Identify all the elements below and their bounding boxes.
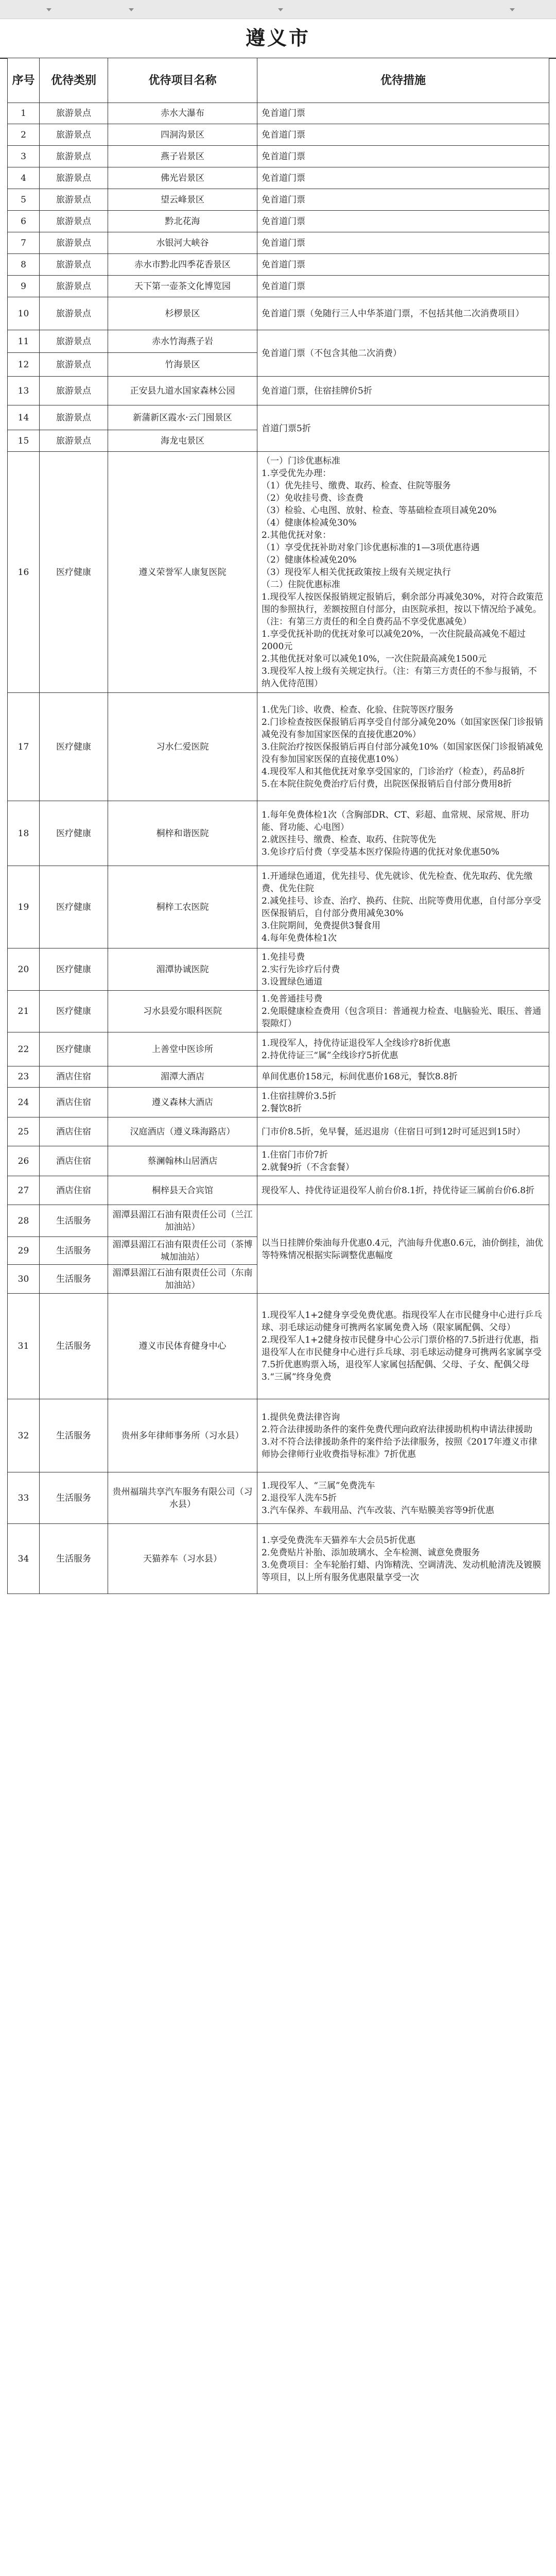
row-number: 19 bbox=[8, 866, 40, 948]
row-measures: 免首道门票 bbox=[257, 211, 549, 232]
row-number: 18 bbox=[8, 801, 40, 866]
row-name: 湄潭协诚医院 bbox=[108, 948, 257, 991]
row-number: 4 bbox=[8, 167, 40, 189]
row-name: 遵义森林大酒店 bbox=[108, 1088, 257, 1117]
row-number: 30 bbox=[8, 1265, 40, 1294]
row-measures: 1.免普通挂号费 2.免眼健康检查费用（包含项目：普通视力检查、电脑验光、眼压、普通裂隙灯） bbox=[257, 991, 549, 1032]
row-number: 24 bbox=[8, 1088, 40, 1117]
table-row bbox=[8, 991, 549, 1032]
row-number: 31 bbox=[8, 1294, 40, 1399]
row-name: 竹海景区 bbox=[108, 353, 257, 377]
row-category: 旅游景点 bbox=[40, 377, 108, 405]
row-name: 燕子岩景区 bbox=[108, 146, 257, 167]
row-measures: 1.提供免费法律咨询 2.符合法律援助条件的案件免费代理向政府法律援助机构申请法律援助 3.对不符合法律援助条件的案件给予法律服务，按照《2017年遵义市律师协会律师行业收费指导标准》7折优惠 bbox=[257, 1399, 549, 1472]
table-row bbox=[8, 1176, 549, 1205]
table-row bbox=[8, 693, 549, 801]
row-measures: 免首道门票（免随行三人中华茶道门票，不包括其他二次消费项目） bbox=[257, 297, 549, 330]
row-category: 医疗健康 bbox=[40, 452, 108, 693]
table-row bbox=[8, 1088, 549, 1117]
row-measures: 免首道门票（不包含其他二次消费） bbox=[257, 330, 549, 377]
row-name: 赤水市黔北四季花香景区 bbox=[108, 254, 257, 276]
row-number: 16 bbox=[8, 452, 40, 693]
row-category: 生活服务 bbox=[40, 1399, 108, 1472]
page-title: 遵义市 bbox=[0, 19, 556, 59]
row-measures: 免首道门票 bbox=[257, 254, 549, 276]
row-name: 望云峰景区 bbox=[108, 189, 257, 211]
top-bar bbox=[0, 0, 556, 19]
row-number: 6 bbox=[8, 211, 40, 232]
row-measures: （一）门诊优惠标准 1.享受优先办理： （1）优先挂号、缴费、取药、检查、住院等服务 （2）免收挂号费、诊查费 （3）检验、心电图、放射、检查、等基础检查项目减免20% （4）健康体检减免30% 2.其他优抚对象： （1）享受优抚补助对象门诊优惠标准的1—3项优惠待遇 （2）健康体检减免20% （3）现役军人相关优抚政策按上级有关规定执行 （二）住院优惠标准 1.现役军人按医保报销规定报销后，剩余部分再减免30%，对符合政策范围的参照执行，差额按照自付部分，由医院承担，按以下情况给予减免。 （注：有第三方责任的和全自费药品不享受优惠减免） 1.享受优抚补助的优抚对象可以减免20%，一次住院最高减免不超过2000元 2.其他优抚对象可以减免10%，一次住院最高减免1500元 3.现役军人按上级有关规定执行。（注：有第三方责任的不参与报销，不纳入优待范围） bbox=[257, 452, 549, 693]
row-number: 2 bbox=[8, 124, 40, 146]
row-name: 新蒲新区霞水·云门囤景区 bbox=[108, 405, 257, 430]
table-row bbox=[8, 866, 549, 948]
row-number: 8 bbox=[8, 254, 40, 276]
row-name: 天猫养车（习水县） bbox=[108, 1524, 257, 1594]
table-row bbox=[8, 211, 549, 232]
row-measures: 首道门票5折 bbox=[257, 405, 549, 452]
row-number: 3 bbox=[8, 146, 40, 167]
row-name: 四洞沟景区 bbox=[108, 124, 257, 146]
row-category: 医疗健康 bbox=[40, 801, 108, 866]
row-name: 湄潭大酒店 bbox=[108, 1066, 257, 1088]
table-row bbox=[8, 146, 549, 167]
row-number: 7 bbox=[8, 232, 40, 254]
row-measures: 现役军人、持优待证退役军人前台价8.1折，持优待证三属前台价6.8折 bbox=[257, 1176, 549, 1205]
table-row bbox=[8, 1117, 549, 1146]
row-measures: 1.现役军人1+2健身享受免费优惠。指现役军人在市民健身中心进行乒乓球、羽毛球运动健身可携两名家属免费入场（限家属配偶、父母） 2.现役军人1+2健身按市民健身中心公示门票价格的7.5折进行优惠，指退役军人在市民健身中心进行乒乓球、羽毛球运动健身可携两名家属享受7.5折优惠购票入场，退役军人家属包括配偶、父母、子女、配偶父母 3.“三属”终身免费 bbox=[257, 1294, 549, 1399]
row-number: 23 bbox=[8, 1066, 40, 1088]
row-number: 27 bbox=[8, 1176, 40, 1205]
row-category: 生活服务 bbox=[40, 1294, 108, 1399]
row-category: 旅游景点 bbox=[40, 124, 108, 146]
row-category: 旅游景点 bbox=[40, 254, 108, 276]
table-row bbox=[8, 405, 549, 430]
table-row bbox=[8, 377, 549, 405]
row-number: 13 bbox=[8, 377, 40, 405]
table-row bbox=[8, 1066, 549, 1088]
row-name: 习水县爱尔眼科医院 bbox=[108, 991, 257, 1032]
row-measures: 免首道门票，住宿挂牌价5折 bbox=[257, 377, 549, 405]
row-category: 旅游景点 bbox=[40, 189, 108, 211]
row-measures: 1.开通绿色通道，优先挂号、优先就诊、优先检查、优先取药、优先缴费、优先住院 2.减免挂号、诊查、治疗、换药、住院、出院等费用优惠，自付部分享受医保报销后，自付部分费用减免30% 3.住院期间，免费提供3餐食用 4.每年免费体检1次 bbox=[257, 866, 549, 948]
row-number: 1 bbox=[8, 103, 40, 124]
row-category: 旅游景点 bbox=[40, 330, 108, 353]
row-category: 旅游景点 bbox=[40, 103, 108, 124]
row-name: 赤水大瀑布 bbox=[108, 103, 257, 124]
row-number: 29 bbox=[8, 1237, 40, 1265]
row-measures: 免首道门票 bbox=[257, 189, 549, 211]
row-number: 17 bbox=[8, 693, 40, 801]
row-name: 上善堂中医诊所 bbox=[108, 1032, 257, 1066]
row-name: 海龙屯景区 bbox=[108, 430, 257, 452]
row-number: 14 bbox=[8, 405, 40, 430]
row-name: 黔北花海 bbox=[108, 211, 257, 232]
table-row bbox=[8, 1294, 549, 1399]
table-row bbox=[8, 330, 549, 353]
table-row bbox=[8, 254, 549, 276]
row-category: 旅游景点 bbox=[40, 405, 108, 430]
header-name: 优待项目名称 bbox=[108, 58, 257, 103]
row-category: 生活服务 bbox=[40, 1237, 108, 1265]
column-marker bbox=[129, 8, 134, 11]
row-measures: 以当日挂牌价柴油每升优惠0.4元，汽油每升优惠0.6元，油价倒挂，油优等特殊情况根据实际调整优惠幅度 bbox=[257, 1205, 549, 1294]
row-name: 杉椤景区 bbox=[108, 297, 257, 330]
row-name: 蔡澜翰林山居酒店 bbox=[108, 1146, 257, 1176]
row-number: 22 bbox=[8, 1032, 40, 1066]
row-category: 旅游景点 bbox=[40, 353, 108, 377]
row-measures: 免首道门票 bbox=[257, 276, 549, 297]
row-name: 贵州多年律师事务所（习水县） bbox=[108, 1399, 257, 1472]
column-marker bbox=[46, 8, 51, 11]
row-measures: 免首道门票 bbox=[257, 146, 549, 167]
row-category: 医疗健康 bbox=[40, 1032, 108, 1066]
row-category: 医疗健康 bbox=[40, 693, 108, 801]
table-row bbox=[8, 103, 549, 124]
row-name: 赤水竹海燕子岩 bbox=[108, 330, 257, 353]
row-number: 11 bbox=[8, 330, 40, 353]
column-marker bbox=[278, 8, 283, 11]
table-body bbox=[8, 103, 549, 1594]
row-name: 湄潭县湄江石油有限责任公司（东南加油站） bbox=[108, 1265, 257, 1294]
row-category: 医疗健康 bbox=[40, 866, 108, 948]
row-name: 天下第一壶茶文化博览园 bbox=[108, 276, 257, 297]
row-name: 佛光岩景区 bbox=[108, 167, 257, 189]
table-row bbox=[8, 1146, 549, 1176]
row-category: 生活服务 bbox=[40, 1472, 108, 1524]
row-measures: 1.现役军人、“三属”免费洗车 2.退役军人洗车5折 3.汽车保养、车载用品、汽车改装、汽车贴膜美容等9折优惠 bbox=[257, 1472, 549, 1524]
table-row bbox=[8, 167, 549, 189]
row-name: 桐梓县天合宾馆 bbox=[108, 1176, 257, 1205]
table-row bbox=[8, 801, 549, 866]
row-measures: 1.优先门诊、收费、检查、化验、住院等医疗服务 2.门诊检查按医保报销后再享受自付部分减免20%（如国家医保门诊报销减免没有参加国家医保的直接优惠20%） 3.住院治疗按医保报销后再自付部分减免10%（如国家医保门诊报销减免没有参加国家医保的直接优惠10%） 4.现役军人和其他优抚对象享受国家的，门诊治疗（检查），药品8折 5.在本院住院免费治疗后付费，出院医保报销后自付部分费用8折 bbox=[257, 693, 549, 801]
table-header-row bbox=[8, 58, 549, 103]
row-name: 汉庭酒店（遵义珠海路店） bbox=[108, 1117, 257, 1146]
row-measures: 1.住宿挂牌价3.5折 2.餐饮8折 bbox=[257, 1088, 549, 1117]
table-row bbox=[8, 297, 549, 330]
row-category: 酒店住宿 bbox=[40, 1146, 108, 1176]
column-marker bbox=[510, 8, 515, 11]
row-number: 26 bbox=[8, 1146, 40, 1176]
row-name: 水银河大峡谷 bbox=[108, 232, 257, 254]
row-measures: 免首道门票 bbox=[257, 103, 549, 124]
row-measures: 1.现役军人，持优待证退役军人全线诊疗8折优惠 2.持优待证三“属”全线诊疗5折优惠 bbox=[257, 1032, 549, 1066]
row-name: 正安县九道水国家森林公园 bbox=[108, 377, 257, 405]
row-measures: 1.享受免费洗车天猫养车大会员5折优惠 2.免费贴片补胎、添加玻璃水、全车检测、诚意免费服务 3.免费项目：全车轮胎打蜡、内饰精洗、空调清洗、发动机舱清洗及镀膜等项目，以上所有服务优惠限量享受一次 bbox=[257, 1524, 549, 1594]
row-name: 桐梓和谐医院 bbox=[108, 801, 257, 866]
row-category: 酒店住宿 bbox=[40, 1088, 108, 1117]
table-row bbox=[8, 452, 549, 693]
row-measures: 门市价8.5折，免早餐，延迟退房（住宿日可到12时可延迟到15时） bbox=[257, 1117, 549, 1146]
row-category: 酒店住宿 bbox=[40, 1117, 108, 1146]
row-measures: 1.住宿门市价7折 2.就餐9折（不含套餐） bbox=[257, 1146, 549, 1176]
row-category: 酒店住宿 bbox=[40, 1176, 108, 1205]
table-row bbox=[8, 276, 549, 297]
row-number: 28 bbox=[8, 1205, 40, 1237]
benefits-table bbox=[7, 58, 549, 1594]
row-number: 20 bbox=[8, 948, 40, 991]
row-number: 32 bbox=[8, 1399, 40, 1472]
row-number: 10 bbox=[8, 297, 40, 330]
row-category: 旅游景点 bbox=[40, 297, 108, 330]
row-category: 生活服务 bbox=[40, 1265, 108, 1294]
row-name: 习水仁爱医院 bbox=[108, 693, 257, 801]
row-name: 遵义市民体育健身中心 bbox=[108, 1294, 257, 1399]
row-category: 生活服务 bbox=[40, 1524, 108, 1594]
row-number: 12 bbox=[8, 353, 40, 377]
table-row bbox=[8, 124, 549, 146]
row-category: 旅游景点 bbox=[40, 232, 108, 254]
header-no: 序号 bbox=[8, 58, 40, 103]
table-row bbox=[8, 1205, 549, 1237]
row-number: 15 bbox=[8, 430, 40, 452]
row-category: 酒店住宿 bbox=[40, 1066, 108, 1088]
row-category: 旅游景点 bbox=[40, 167, 108, 189]
table-row bbox=[8, 1524, 549, 1594]
row-measures: 1.每年免费体检1次（含胸部DR、CT、彩超、血常规、尿常规、肝功能、肾功能、心电图） 2.就医挂号、缴费、检查、取药、住院等优先 3.免诊疗后付费（享受基本医疗保险待遇的优抚对象优惠50% bbox=[257, 801, 549, 866]
row-measures: 单间优惠价158元，标间优惠价168元，餐饮8.8折 bbox=[257, 1066, 549, 1088]
table-row bbox=[8, 1032, 549, 1066]
header-measures: 优待措施 bbox=[257, 58, 549, 103]
row-measures: 免首道门票 bbox=[257, 167, 549, 189]
row-category: 旅游景点 bbox=[40, 211, 108, 232]
row-measures: 免首道门票 bbox=[257, 124, 549, 146]
row-name: 遵义荣誉军人康复医院 bbox=[108, 452, 257, 693]
row-category: 医疗健康 bbox=[40, 991, 108, 1032]
row-category: 旅游景点 bbox=[40, 146, 108, 167]
row-number: 25 bbox=[8, 1117, 40, 1146]
row-category: 医疗健康 bbox=[40, 948, 108, 991]
row-category: 旅游景点 bbox=[40, 430, 108, 452]
header-category: 优待类别 bbox=[40, 58, 108, 103]
row-name: 贵州福瑞共享汽车服务有限公司（习水县） bbox=[108, 1472, 257, 1524]
row-measures: 1.免挂号费 2.实行先诊疗后付费 3.设置绿色通道 bbox=[257, 948, 549, 991]
table-row bbox=[8, 232, 549, 254]
table-row bbox=[8, 948, 549, 991]
row-number: 21 bbox=[8, 991, 40, 1032]
row-measures: 免首道门票 bbox=[257, 232, 549, 254]
row-number: 5 bbox=[8, 189, 40, 211]
table-row bbox=[8, 189, 549, 211]
row-number: 34 bbox=[8, 1524, 40, 1594]
row-category: 生活服务 bbox=[40, 1205, 108, 1237]
row-category: 旅游景点 bbox=[40, 276, 108, 297]
row-name: 湄潭县湄江石油有限责任公司（茶博城加油站） bbox=[108, 1237, 257, 1265]
row-name: 湄潭县湄江石油有限责任公司（兰江加油站） bbox=[108, 1205, 257, 1237]
table-row bbox=[8, 1399, 549, 1472]
table-row bbox=[8, 1472, 549, 1524]
row-name: 桐梓工农医院 bbox=[108, 866, 257, 948]
row-number: 33 bbox=[8, 1472, 40, 1524]
row-number: 9 bbox=[8, 276, 40, 297]
